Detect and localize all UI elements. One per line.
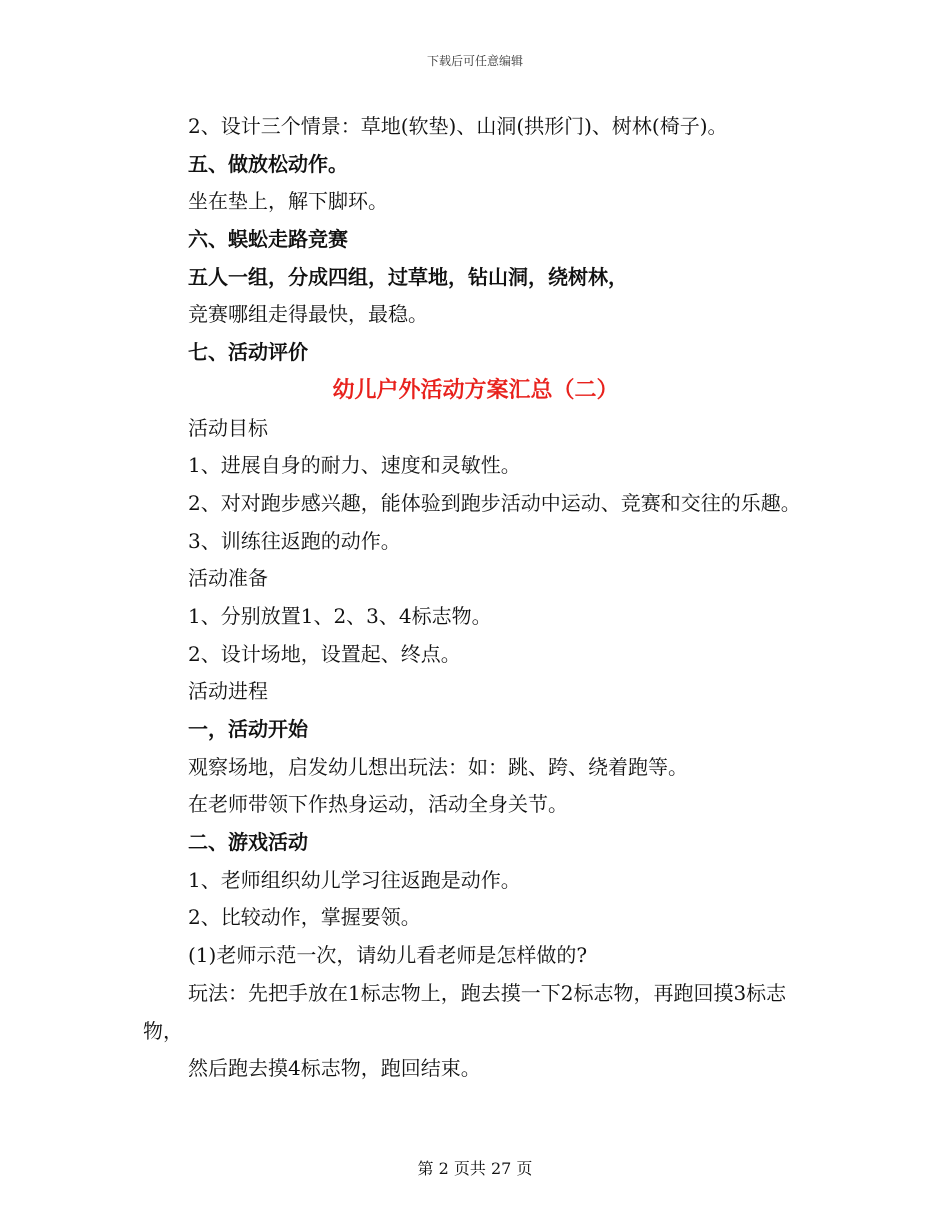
section-title: 幼儿户外活动方案汇总（二） [332, 376, 619, 403]
section-heading: 二、游戏活动 [188, 830, 308, 855]
paragraph-line: 2、设计三个情景：草地(软垫)、山洞(拱形门)、树林(椅子)。 [188, 114, 728, 138]
paragraph-line: 坐在垫上，解下脚环。 [188, 189, 388, 214]
paragraph-line: 2、比较动作，掌握要领。 [188, 905, 421, 930]
paragraph-line: 1、老师组织幼儿学习往返跑是动作。 [188, 867, 521, 892]
paragraph-line: 活动准备 [188, 566, 268, 591]
paragraph-line: 观察场地，启发幼儿想出玩法：如：跳、跨、绕着跑等。 [188, 754, 688, 779]
paragraph-line: 活动进程 [188, 679, 268, 704]
paragraph-line: 2、设计场地，设置起、终点。 [188, 641, 461, 666]
section-heading: 五、做放松动作。 [188, 151, 348, 176]
section-heading: 七、活动评价 [188, 340, 308, 365]
paragraph-line: 1、进展自身的耐力、速度和灵敏性。 [188, 453, 521, 478]
page-header: 下载后可任意编辑 [426, 54, 523, 68]
section-heading: 一，活动开始 [188, 717, 308, 742]
paragraph-line: 竞赛哪组走得最快，最稳。 [188, 302, 428, 327]
section-heading: 六、蜈蚣走路竞赛 [188, 227, 348, 252]
paragraph-line: 在老师带领下作热身运动，活动全身关节。 [188, 792, 568, 817]
section-heading: 五人一组，分成四组，过草地，钻山洞，绕树林， [188, 264, 628, 289]
paragraph-line: (1)老师示范一次，请幼儿看老师是怎样做的? [188, 943, 588, 968]
page-footer: 第 2 页共 27 页 [417, 1159, 533, 1178]
document-body [143, 108, 808, 1088]
paragraph-line: 然后跑去摸4标志物，跑回结束。 [188, 1056, 481, 1081]
paragraph-line: 玩法：先把手放在1标志物上，跑去摸一下2标志物，再跑回摸3标志物， [143, 980, 787, 1043]
paragraph-line: 1、分别放置1、2、3、4标志物。 [188, 603, 492, 628]
paragraph-line: 2、对对跑步感兴趣，能体验到跑步活动中运动、竞赛和交往的乐趣。 [188, 490, 801, 515]
paragraph-line: 活动目标 [188, 415, 268, 440]
paragraph-line: 3、训练往返跑的动作。 [188, 528, 401, 553]
